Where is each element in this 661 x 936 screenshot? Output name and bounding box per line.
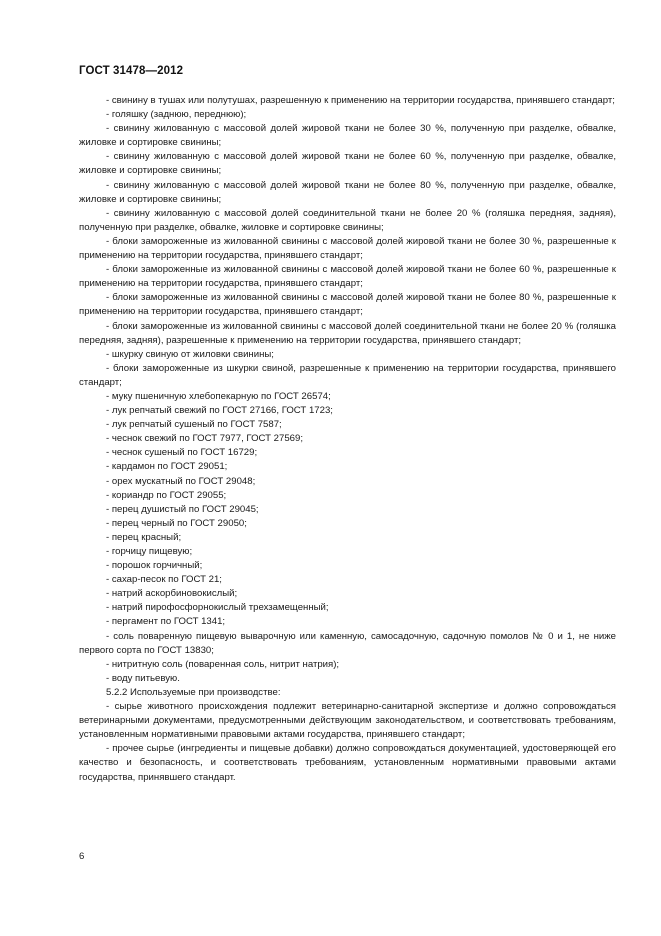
paragraph: - чеснок сушеный по ГОСТ 16729; — [106, 447, 258, 459]
paragraph: - свинину жилованную с массовой долей жировой ткани не более 30 %, полученную при разделке, обвалке, жиловке и сортировке свинины; — [79, 123, 616, 149]
paragraph: - воду питьевую. — [106, 672, 180, 684]
paragraph: - свинину жилованную с массовой долей соединительной ткани не более 20 % (голяшка передняя, задняя), полученную при разделке, обвалке, жиловке и сортировке свинины; — [79, 207, 616, 233]
paragraph: - лук репчатый свежий по ГОСТ 27166, ГОСТ 1723; — [106, 405, 333, 417]
paragraph: - блоки замороженные из жилованной свинины с массовой долей жировой ткани не более 60 %, разрешенные к применению на территории государства, принявшего стандарт; — [79, 264, 616, 290]
paragraph: - шкурку свиную от жиловки свинины; — [106, 348, 274, 360]
paragraph: - сырье животного происхождения подлежит ветеринарно-санитарной экспертизе и должно сопровождаться ветеринарными документами, предусмотренными действующим законодательством, и соответствовать требованиям, установленным нормативными правовыми актами государства, принявшего стандарт; — [79, 701, 616, 741]
paragraph: - прочее сырье (ингредиенты и пищевые добавки) должно сопровождаться документацией, удостоверяющей его качество и безопасность, и соответствовать требованиям, установленным нормативными правовыми актами государства, принявшего стандарт. — [79, 743, 616, 783]
paragraph: - лук репчатый сушеный по ГОСТ 7587; — [106, 419, 282, 431]
paragraph: - свинину в тушах или полутушах, разрешенную к применению на территории государства, принявшего стандарт; — [106, 95, 615, 106]
document-header: ГОСТ 31478—2012 — [79, 65, 184, 77]
paragraph: - натрий пирофосфорнокислый трехзамещенный; — [106, 602, 329, 614]
paragraph: - муку пшеничную хлебопекарную по ГОСТ 26574; — [106, 390, 331, 402]
paragraph: - пергамент по ГОСТ 1341; — [106, 616, 226, 628]
paragraph: - кардамон по ГОСТ 29051; — [106, 461, 228, 473]
paragraph: - свинину жилованную с массовой долей жировой ткани не более 80 %, полученную при разделке, обвалке, жиловке и сортировке свинины; — [79, 179, 616, 205]
paragraph: - блоки замороженные из жилованной свинины с массовой долей жировой ткани не более 80 %, разрешенные к применению на территории государства, принявшего стандарт; — [79, 292, 616, 318]
paragraph: - голяшку (заднюю, переднюю); — [106, 109, 247, 121]
paragraph: - перец красный; — [106, 531, 182, 543]
paragraph: - порошок горчичный; — [106, 560, 203, 572]
paragraph: - натрий аскорбиновокислый; — [106, 588, 238, 600]
section-heading: 5.2.2 Используемые при производстве: — [106, 686, 281, 698]
paragraph: - чеснок свежий по ГОСТ 7977, ГОСТ 27569; — [106, 433, 304, 445]
paragraph: - нитритную соль (поваренная соль, нитрит натрия); — [106, 658, 340, 670]
paragraph: - перец черный по ГОСТ 29050; — [106, 517, 247, 529]
paragraph: - кориандр по ГОСТ 29055; — [106, 489, 227, 501]
document-body — [79, 94, 616, 785]
paragraph: - горчицу пищевую; — [106, 546, 193, 557]
paragraph: - соль поваренную пищевую выварочную или каменную, самосадочную, садочную помолов № 0 и 1, не ниже первого сорта по ГОСТ 13830; — [79, 630, 616, 656]
page-number: 6 — [79, 851, 85, 862]
paragraph: - блоки замороженные из шкурки свиной, разрешенные к применению на территории государства, принявшего стандарт; — [79, 362, 616, 388]
paragraph: - орех мускатный по ГОСТ 29048; — [106, 475, 256, 487]
paragraph: - блоки замороженные из жилованной свинины с массовой долей жировой ткани не более 30 %, разрешенные к применению на территории государства, принявшего стандарт; — [79, 235, 616, 262]
paragraph: - перец душистый по ГОСТ 29045; — [106, 503, 259, 515]
paragraph: - блоки замороженные из жилованной свинины с массовой долей соединительной ткани не более 20 % (голяшка передняя, задняя), разрешенные к применению на территории государства, принявшего стандарт; — [79, 320, 616, 346]
paragraph: - сахар-песок по ГОСТ 21; — [106, 574, 222, 586]
paragraph: - свинину жилованную с массовой долей жировой ткани не более 60 %, полученную при разделке, обвалке, жиловке и сортировке свинины; — [79, 151, 616, 177]
